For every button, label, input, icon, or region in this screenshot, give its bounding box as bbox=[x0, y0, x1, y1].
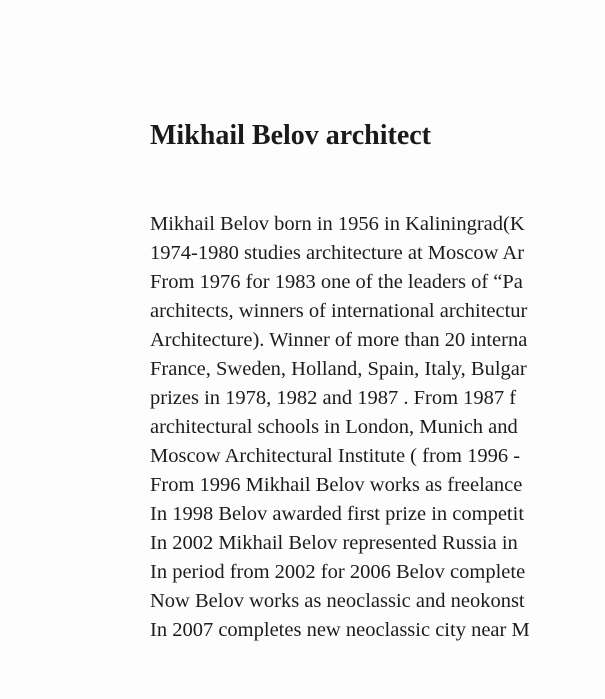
text-line: Mikhail Belov born in 1956 in Kaliningrad(K bbox=[150, 213, 525, 235]
text-line: In 1998 Belov awarded first prize in competit bbox=[150, 503, 525, 525]
document-title: Mikhail Belov architect bbox=[150, 120, 431, 151]
text-line: In period from 2002 for 2006 Belov complete bbox=[150, 561, 526, 583]
text-line: architects, winners of international architectur bbox=[150, 300, 528, 322]
text-line: In 2007 completes new neoclassic city near M bbox=[150, 619, 530, 641]
text-line: Moscow Architectural Institute ( from 1996 - bbox=[150, 445, 521, 467]
text-line: From 1976 for 1983 one of the leaders of “Pa bbox=[150, 271, 523, 293]
text-line: 1974-1980 studies architecture at Moscow Ar bbox=[150, 242, 525, 264]
text-line: Now Belov works as neoclassic and neokonst bbox=[150, 590, 525, 612]
text-line: prizes in 1978, 1982 and 1987 . From 1987 f bbox=[150, 387, 517, 409]
text-line: France, Sweden, Holland, Spain, Italy, Bulgar bbox=[150, 358, 527, 380]
text-line: Architecture). Winner of more than 20 interna bbox=[150, 329, 528, 351]
text-line: From 1996 Mikhail Belov works as freelance bbox=[150, 474, 523, 496]
document-body bbox=[150, 210, 605, 645]
text-line: In 2002 Mikhail Belov represented Russia in bbox=[150, 532, 518, 554]
text-line: architectural schools in London, Munich and bbox=[150, 416, 518, 438]
